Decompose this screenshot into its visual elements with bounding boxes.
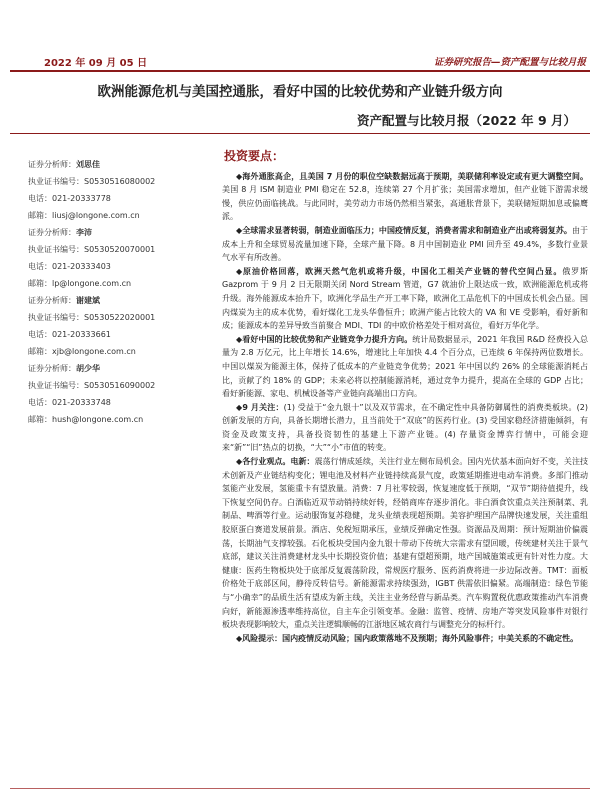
paragraph-lead: ◆原油价格回落，欧洲天然气危机或将升级，中国化工相关产业链的替代空间凸显。 <box>236 266 563 276</box>
analyst-tel-line <box>28 326 213 343</box>
paragraph-lead: ◆看好中国的比较优势和产业链竞争力提升方向。 <box>236 334 413 344</box>
tel-label: 电话： <box>28 330 52 339</box>
header-rule <box>10 70 590 72</box>
analyst-role-line <box>28 292 213 309</box>
analyst-block <box>28 292 213 360</box>
analyst-role: 证券分析师： <box>28 160 76 169</box>
email-address[interactable]: hush@longone.com.cn <box>52 415 144 424</box>
paragraph-body: 俄罗斯 Gazprom 于 9 月 2 日无限期关闭 Nord Stream 管道，G7 就油价上限达成一致，欧洲能源危机或将升级。海外能源成本抬升下，欧洲化学品生产开工率下降，欧洲化工品危机下的中国成长机会凸显。国内煤炭为主的成本优势，看好煤化工龙头华鲁恒升；欧洲产能占比较大的 VA 和 VE 受影响，看好新和成；能源成本的差异导致当前聚合 MDI、TDI 的中欧价格差处于相对高位，看好万华化学。 <box>222 266 589 331</box>
section-title: 投资要点： <box>224 149 285 163</box>
paragraph-lead: ◆海外通胀高企，且美国 7 月份的职位空缺数据远高于预期，美联储利率设定或有更大调整空间。 <box>236 171 588 181</box>
analyst-name: 谢建斌 <box>76 296 100 305</box>
analyst-cert-line <box>28 377 213 394</box>
analyst-name: 李沛 <box>76 228 92 237</box>
paragraph-lead: ◆全球需求显著转弱，制造业面临压力；中国疫情反复，消费者需求和制造业产出或将弱复苏。 <box>236 225 572 235</box>
cert-label: 执业证书编号： <box>28 177 84 186</box>
analyst-cert-line <box>28 173 213 190</box>
analyst-block <box>28 360 213 428</box>
analyst-role: 证券分析师： <box>28 228 76 237</box>
paragraph <box>222 224 588 265</box>
paragraph <box>222 170 588 224</box>
tel-number: 021-20333403 <box>52 262 111 271</box>
analyst-name: 刘思佳 <box>76 160 100 169</box>
analyst-email-line <box>28 275 213 292</box>
paragraph <box>222 333 588 401</box>
analyst-email-line <box>28 411 213 428</box>
analyst-role-line <box>28 156 213 173</box>
cert-number: S0530516080002 <box>84 177 156 186</box>
paragraph <box>222 455 588 632</box>
footer-rule <box>10 788 590 789</box>
paragraph-lead: ◆各行业观点。电新： <box>236 457 315 467</box>
analyst-cert-line <box>28 309 213 326</box>
analyst-name: 胡少华 <box>76 364 100 373</box>
report-subtitle: 资产配置与比较月报（2022 年 9 月） <box>356 113 576 128</box>
email-address[interactable]: liusj@longone.com.cn <box>52 211 140 220</box>
title-rule <box>10 133 590 134</box>
tel-number: 021-20333748 <box>52 398 111 407</box>
tel-number: 021-20333778 <box>52 194 111 203</box>
report-series: 证券研究报告—资产配置与比较月报 <box>433 57 586 68</box>
tel-number: 021-20333661 <box>52 330 111 339</box>
paragraph <box>222 265 588 333</box>
paragraph-body: 由于成本上升和全球贸易流量加速下降，全球产量下降。8 月中国制造业 PMI 回升至 49.4%，多数行业景气水平有所改善。 <box>222 225 588 263</box>
cert-number: S0530516090002 <box>84 381 156 390</box>
analyst-role-line <box>28 224 213 241</box>
analyst-tel-line <box>28 258 213 275</box>
analyst-sidebar <box>28 156 213 428</box>
cert-label: 执业证书编号： <box>28 245 84 254</box>
investment-highlights <box>222 150 588 645</box>
analyst-email-line <box>28 343 213 360</box>
report-date: 2022 年 09 月 05 日 <box>44 58 148 69</box>
email-label: 邮箱： <box>28 347 52 356</box>
analyst-cert-line <box>28 241 213 258</box>
email-label: 邮箱： <box>28 279 52 288</box>
analyst-role-line <box>28 360 213 377</box>
paragraph-body: 统计局数据显示，2021 年我国 R&D 经费投入总量为 2.8 万亿元，比上年增长 14.6%，增速比上年加快 4.4 个百分点，已连续 6 年保持两位数增长。中国以煤炭为能源主体，保持了低成本的产业链竞争优势；2021 年中国以约 26% 的全球能源消耗占比，贡献了约 18% 的 GDP；未来必将以控制能源消耗，通过竞争力提升，提高在全球的 GDP 占比；看好新能源、家电、机械设备等产业链向高端出口方向。 <box>222 334 588 399</box>
analyst-role: 证券分析师： <box>28 364 76 373</box>
paragraph-body: (1) 受益于“金九银十”以及双节需求，在不确定性中具备防御属性的消费类板块。(2) 创新发展的方向，具备长期增长潜力，且当前处于“双底”的医药行业。(3) 受国家稳经济措施倾斜，有资金及政策支持，具备投资韧性的基建上下游产业链。(4) 存量资金博弈行情中，可能会迎来“新”“旧”热点的切换，“大”“小”市值的转变。 <box>222 402 588 453</box>
tel-label: 电话： <box>28 262 52 271</box>
paragraph <box>222 401 588 455</box>
tel-label: 电话： <box>28 398 52 407</box>
email-address[interactable]: xjb@longone.com.cn <box>52 347 136 356</box>
email-label: 邮箱： <box>28 415 52 424</box>
cert-number: S0530520070001 <box>84 245 156 254</box>
email-label: 邮箱： <box>28 211 52 220</box>
paragraph-body: 震荡行情成延续，关注行业左侧布局机会。国内光伏基本面向好不变，关注技术创新及产业链结构变化；锂电池及材料产业链持续高景气度，政策延期推进电动车消费。多部门推动氢能产业发展，氢能重卡有望放量。消费：7 月社零较弱，恢复速度低于预期，“双节”期待值提升，线下恢复空间仍存。白酒临近双节动销持续好转，经销商库存逐步消化。非白酒食饮重点关注预制菜、乳制品、啤酒等行业。运动服饰复苏稳健，龙头业绩表现超预期。美容护理国产品牌快速发展，关注重组胶原蛋白赛道发展前景。酒店、免税短期承压，业绩反弹确定性强。资源品及周期：预计短期油价偏震荡，长期油气支撑较强。石化板块受国内金九银十带动下传统大宗需求有望回暖，传统建材关注于景气底部，建议关注消费建材龙头中长期投资价值；基建有望超预期，地产国城施策或更有针对性力度。大健康：医药生物板块处于底部反复震荡阶段，常规医疗服务、医药消费将进一步边际改善。TMT：面板价格处于底部区间，静待反转信号。新能源需求持续强劲，IGBT 供需依旧偏紧。高端制造：绿色节能与“小确幸”的品质生活有望成为新主线，关注主业务经营与新品类。汽车购置税优惠政策推动汽车消费向好，新能源渗透率维持高位，自主车企引领变革。金融：监管、疫情、房地产等突发风险事件对银行板块表现影响较大，重点关注逻辑顺畅的江浙地区城农商行与调整充分的标杆行。 <box>222 457 589 630</box>
cert-label: 执业证书编号： <box>28 313 84 322</box>
paragraph-body: 美国 8 月 ISM 制造业 PMI 稳定在 52.8，连续第 27 个月扩张；美国需求增加，但产业链下游需求缓慢，供应仍面临挑战。与此同时，美劳动力市场仍然相当紧张，高通胀背景下，美联储短期加息或偏鹰派。 <box>222 185 588 222</box>
analyst-role: 证券分析师： <box>28 296 76 305</box>
paragraph-lead: ◆9 月关注： <box>236 402 284 412</box>
analyst-tel-line <box>28 190 213 207</box>
tel-label: 电话： <box>28 194 52 203</box>
email-address[interactable]: lp@longone.com.cn <box>52 279 132 288</box>
analyst-block <box>28 156 213 224</box>
analyst-block <box>28 224 213 292</box>
paragraph-lead: ◆风险提示：国内疫情反动风险；国内政策落地不及预期；海外风险事件；中美关系的不确定性。 <box>236 633 579 643</box>
analyst-email-line <box>28 207 213 224</box>
report-title: 欧洲能源危机与美国控通胀，看好中国的比较优势和产业链升级方向 <box>97 84 503 100</box>
cert-number: S0530522020001 <box>84 313 156 322</box>
cert-label: 执业证书编号： <box>28 381 84 390</box>
paragraph <box>222 632 588 646</box>
analyst-tel-line <box>28 394 213 411</box>
